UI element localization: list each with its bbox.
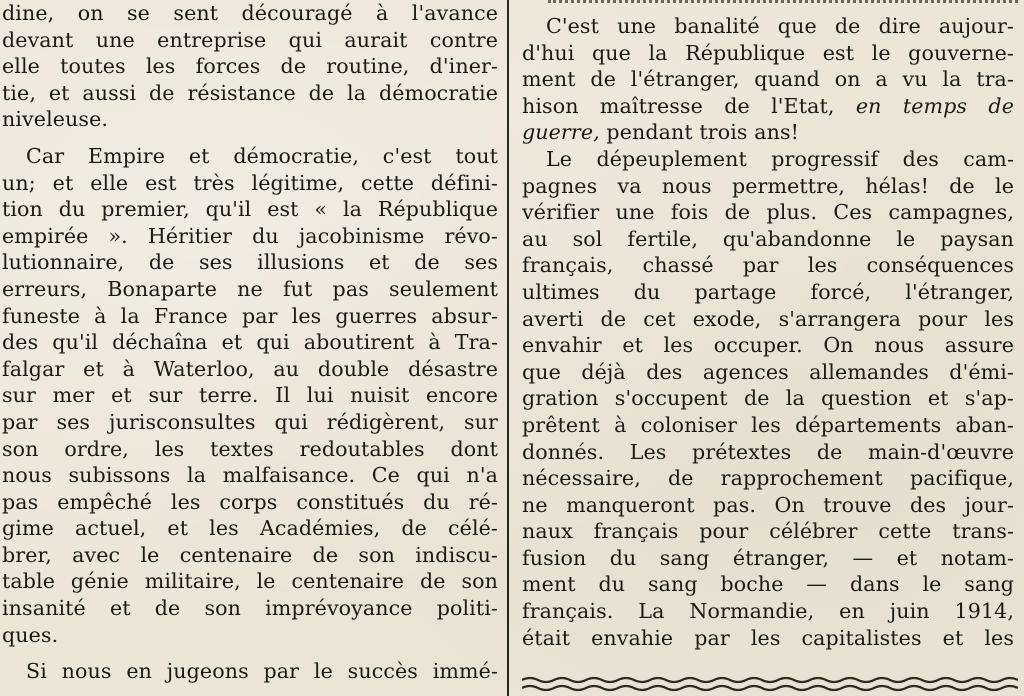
paragraph-gap [2,648,498,658]
left-line-14: falgar et à Waterloo, au double désastre [2,356,498,381]
right-line-16: prêtent à coloniser les départements aban- [522,412,1014,437]
left-line-18: nous subissons la malfaisance. Ce qui n'a [2,463,498,488]
right-line-2: d'hui que la République est le gouverne- [522,40,1014,65]
left-line-10: lutionnaire, de ses illusions et de ses [2,250,498,275]
right-line-1: C'est une banalité que de dire aujour- [546,14,1014,38]
right-column [522,0,1014,651]
left-line-4: tie, et aussi de résistance de la démocratie [2,80,498,105]
right-line-22: ment du sang boche — dans le sang [522,572,1014,597]
left-line-22: table génie militaire, le centenaire de son [2,569,498,594]
left-line-13: des qu'il déchaîna et qui aboutirent à Tra- [2,330,498,355]
left-line-12: funeste à la France par les guerres absur- [2,303,498,328]
right-line-10: français, chassé par les conséquences [522,253,1014,278]
left-line-9: empirée ». Héritier du jacobinisme révo- [2,223,498,248]
decorative-wave-border [522,676,1018,694]
left-line-15: sur mer et sur terre. Il lui nuisit encore [2,383,498,408]
left-line-8: tion du premier, qu'il est « la République [2,197,498,222]
left-line-5: niveleuse. [2,107,109,132]
right-line-15: gration s'occupent de la question et s'ap- [522,386,1014,411]
left-line-16: par ses jurisconsultes qui rédigèrent, sur [2,409,498,434]
left-line-20: gime actuel, et les Académies, de célé- [2,516,498,541]
right-line-5-roman: pendant trois ans! [606,120,800,145]
right-line-12: averti de cet exode, s'arrangera pour les [522,306,1014,331]
left-line-11: erreurs, Bonaparte ne fut pas seulement [2,276,498,301]
right-line-3: ment de l'étranger, quand on a vu la tra- [522,67,1014,92]
left-line-17: son ordre, les textes redoutables dont [2,436,498,461]
right-line-4-italic: en temps de [855,93,1014,118]
right-line-7: pagnes va nous permettre, hélas! de le [522,173,1014,198]
left-line-2: devant une entreprise qui aurait contre [2,27,498,52]
right-line-11: ultimes du partage forcé, l'étranger, [522,279,1014,304]
left-column [2,0,498,685]
paragraph-gap [2,133,498,143]
left-line-24: ques. [2,622,59,647]
left-line-1: dine, on se sent découragé à l'avance [2,1,498,25]
right-line-20: naux français pour célébrer cette trans- [522,519,1014,544]
right-line-5-italic: guerre, [522,120,600,145]
left-line-7: un; et elle est très légitime, cette défini- [2,170,498,195]
right-line-4 [522,93,1014,120]
left-line-25: Si nous en jugeons par le succès immé- [26,659,498,684]
right-line-14: que déjà des agences allemandes d'émi- [522,359,1014,384]
right-line-23: français. La Normandie, en juin 1914, [522,599,1014,624]
right-line-13: envahir et les occuper. On nous assure [522,333,1014,358]
right-line-9: au sol fertile, qu'abandonne le paysan [522,226,1014,251]
right-line-8: vérifier une fois de plus. Ces campagnes, [522,200,1014,225]
column-rule [507,0,509,696]
left-line-23: insanité et de son imprévoyance politi- [2,596,498,621]
right-line-18: nécessaire, de rapprochement pacifique, [522,466,1014,491]
right-line-4-roman: hison maîtresse de l'Etat, [522,93,835,118]
left-line-19: pas empêché les corps constitués du ré- [2,489,498,514]
right-line-17: donnés. Les prétextes de main-d'œuvre [522,439,1014,464]
right-line-5 [522,119,1014,146]
right-line-6: Le dépeuplement progressif des cam- [546,146,1014,171]
right-line-19: ne manqueront pas. On trouve des jour- [522,492,1014,517]
right-line-21: fusion du sang étranger, — et notam- [522,545,1014,570]
left-line-6: Car Empire et démocratie, c'est tout [26,143,498,168]
left-line-3: elle toutes les forces de routine, d'iner- [2,54,498,79]
left-line-21: brer, avec le centenaire de son indiscu- [2,542,498,567]
right-line-24: était envahie par les capitalistes et les [522,625,1014,650]
